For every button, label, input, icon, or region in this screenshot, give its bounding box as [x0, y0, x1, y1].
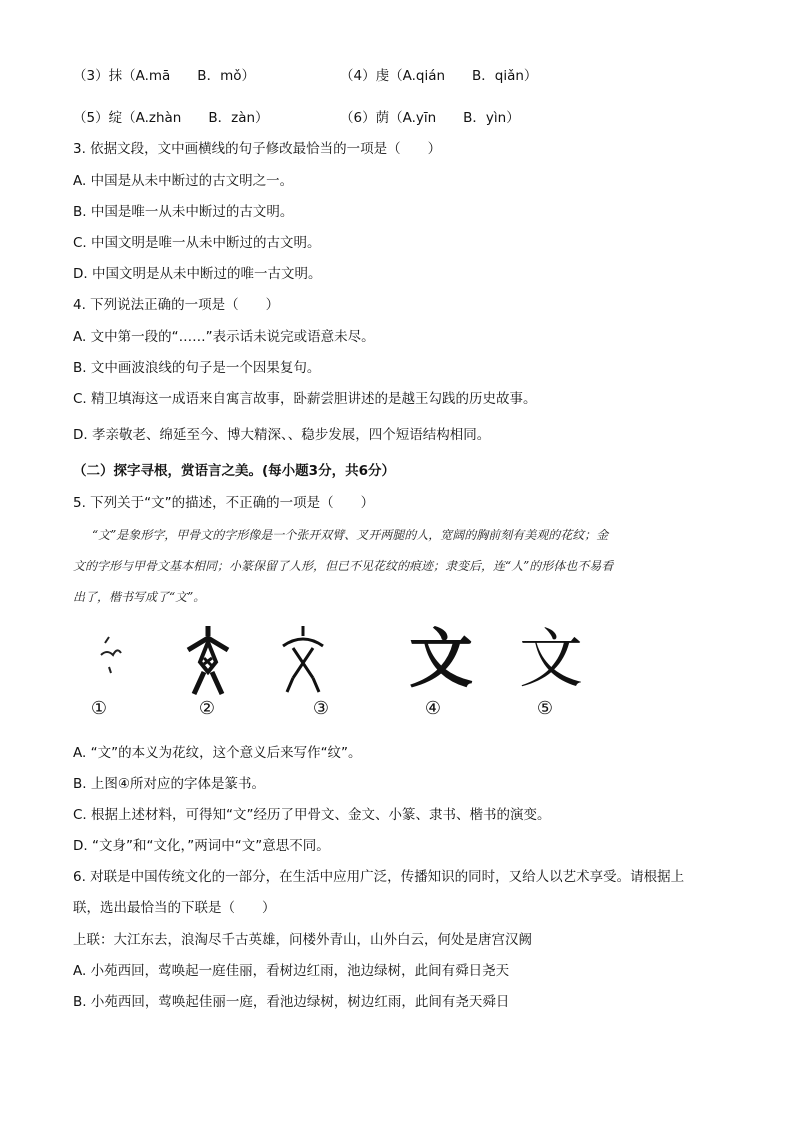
q5-passage-line2: 文的字形与甲骨文基本相同；小篆保留了人形，但已不见花纹的痕迹；隶变后，连“人”的形体也不易看	[73, 559, 614, 573]
q4-option-d: D. 孝亲敬老、绵延至今、博大精深、、稳步发展，四个短语结构相同。	[73, 427, 491, 443]
glyph-small-seal	[258, 620, 348, 700]
figure-number-2: ②	[198, 698, 216, 719]
q5-stem: 5. 下列关于“文”的描述，不正确的一项是（ ）	[73, 495, 375, 511]
glyph-clerical: 文	[409, 622, 473, 697]
q4-option-a: A. 文中第一段的“……”表示话未说完或语意未尽。	[73, 329, 375, 345]
figure-number-3: ③	[312, 698, 330, 719]
pinyin-item-4: （4）虔（A.qián B．qiǎn）	[340, 68, 538, 84]
q3-option-b: B. 中国是唯一从未中断过的古文明。	[73, 204, 294, 220]
figure-number-1: ①	[90, 698, 108, 719]
pinyin-item-5: （5）绽（A.zhàn B．zàn）	[73, 110, 269, 126]
q5-passage-line3: 出了，楷书写成了“文”。	[73, 590, 206, 604]
q6-option-a: A. 小苑西回，莺唤起一庭佳丽，看树边红雨，池边绿树，此间有舜日尧天	[73, 963, 510, 979]
q6-upper-couplet: 上联：大江东去，浪淘尽千古英雄，问楼外青山，山外白云，何处是唐宫汉阙	[73, 932, 532, 948]
q3-option-a: A. 中国是从未中断过的古文明之一。	[73, 173, 294, 189]
q6-stem-line2: 联，选出最恰当的下联是（ ）	[73, 900, 276, 916]
q6-option-b: B. 小苑西回，莺唤起佳丽一庭，看池边绿树，树边红雨，此间有尧天舜日	[73, 994, 510, 1010]
q6-stem-line1: 6. 对联是中国传统文化的一部分，在生活中应用广泛，传播知识的同时，又给人以艺术享受。请根据上	[73, 869, 685, 885]
q5-option-a: A. “文”的本义为花纹，这个意义后来写作“纹”。	[73, 745, 362, 761]
glyph-bronze-figure	[163, 620, 253, 700]
q3-stem: 3. 依据文段，文中画横线的句子修改最恰当的一项是（ ）	[73, 141, 442, 157]
q4-option-c: C. 精卫填海这一成语来自寓言故事，卧薪尝胆讲述的是越王勾践的历史故事。	[73, 391, 537, 407]
glyph-oracle-faint	[78, 620, 168, 700]
pinyin-item-3: （3）抹（A.mā B．mǒ）	[73, 68, 255, 84]
q5-passage-line1: “文”是象形字，甲骨文的字形像是一个张开双臂、叉开两腿的人，宽阔的胸前刻有美观的花纹；金	[92, 528, 609, 542]
q4-stem: 4. 下列说法正确的一项是（ ）	[73, 297, 280, 313]
pinyin-item-6: （6）荫（A.yīn B．yìn）	[340, 110, 520, 126]
q3-option-d: D. 中国文明是从未中断过的唯一古文明。	[73, 266, 322, 282]
section-heading: （二）探字寻根，赏语言之美。(每小题3分，共6分）	[73, 463, 395, 479]
figure-number-5: ⑤	[536, 698, 554, 719]
q5-option-b: B. 上图④所对应的字体是篆书。	[73, 776, 265, 792]
q4-option-b: B. 文中画波浪线的句子是一个因果复句。	[73, 360, 321, 376]
q5-option-c: C. 根据上述材料，可得知“文”经历了甲骨文、金文、小篆、隶书、楷书的演变。	[73, 807, 551, 823]
glyph-regular: 文	[519, 623, 583, 697]
q3-option-c: C. 中国文明是唯一从未中断过的古文明。	[73, 235, 321, 251]
q5-option-d: D. “文身”和“文化，”两词中“文”意思不同。	[73, 838, 330, 854]
character-evolution-figure	[78, 620, 608, 730]
figure-number-4: ④	[424, 698, 442, 719]
